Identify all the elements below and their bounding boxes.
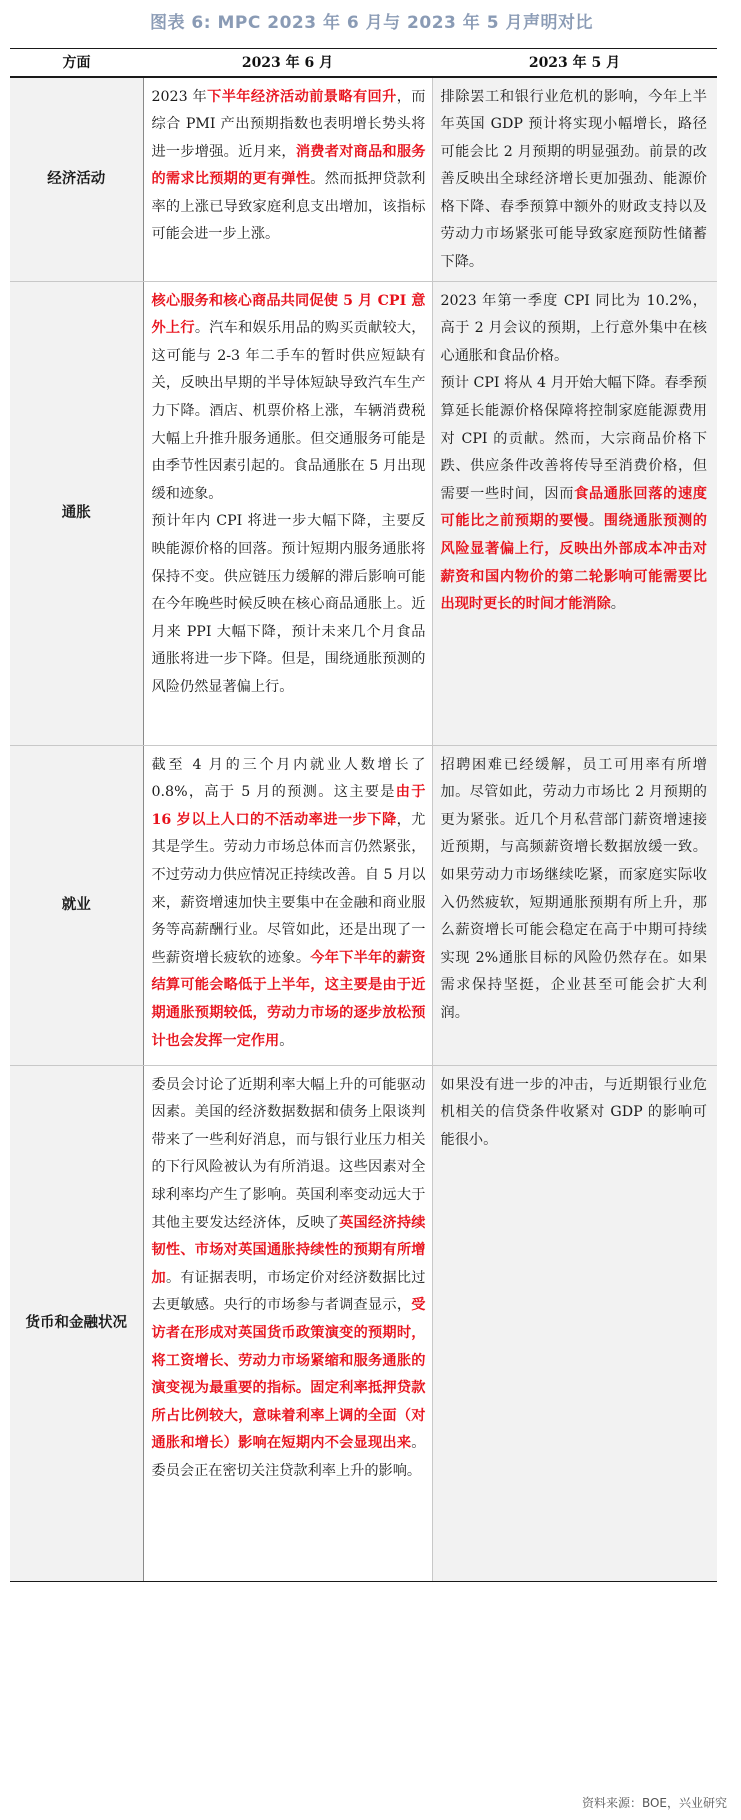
text-segment: 。有证据表明，市场定价对经济数据比过去更敏感。央行的市场参与者调查显示， xyxy=(151,1269,426,1314)
paragraph xyxy=(152,288,426,509)
paragraph xyxy=(152,1072,426,1486)
header-may: 2023 年 5 月 xyxy=(432,49,717,77)
row-label-inflation: 通胀 xyxy=(10,281,143,745)
highlighted-text: 消费者对商品和服务的需求比预期的更有弹性 xyxy=(151,143,426,188)
highlighted-text: 今年下半年的薪资结算可能会略低于上半年，这主要是由于近期通胀预期较低，劳动力市场的逐步放松预计也会发挥一定作用 xyxy=(151,949,426,1049)
cell-inflation-june xyxy=(143,281,432,745)
text-segment: 。 xyxy=(610,596,625,613)
paragraph xyxy=(441,752,708,1028)
text-segment: 2023 年第一季度 CPI 同比为 10.2%，高于 2 月会议的预期，上行意外集中在核心通胀和食品价格。 xyxy=(440,292,707,364)
row-economy xyxy=(10,77,717,282)
text-segment: 。 xyxy=(588,513,604,530)
figure-title: 图表 6: MPC 2023 年 6 月与 2023 年 5 月声明对比 xyxy=(150,13,593,33)
text-segment: 。委员会正在密切关注贷款利率上升的影响。 xyxy=(151,1435,426,1479)
highlighted-text: 食品通胀回落的速度可能比之前预期的要慢 xyxy=(440,485,707,530)
row-inflation xyxy=(10,281,717,745)
cell-employment-may xyxy=(432,745,717,1065)
text-segment: 如果没有进一步的冲击，与近期银行业危机相关的信贷条件收紧对 GDP 的影响可能很小。 xyxy=(440,1076,707,1148)
paragraph xyxy=(152,752,426,1056)
text-segment: 截至 4 月的三个月内就业人数增长了 0.8%，高于 5 月的预测。这主要是 xyxy=(151,756,426,801)
highlighted-text: 受访者在形成对英国货币政策演变的预期时，将工资增长、劳动力市场紧缩和服务通胀的演变视为最重要的指标。固定利率抵押贷款所占比例较大，意味着利率上调的全面（对通胀和增长）影响在短期内不会显现出来 xyxy=(151,1297,426,1452)
paragraph xyxy=(441,84,708,277)
text-segment: 。汽车和娱乐用品的购买贡献较大，这可能与 2-3 年二手车的暂时供应短缺有关，反映出早期的半导体短缺导致汽车生产力下降。酒店、机票价格上涨，车辆消费税大幅上升推升服务通胀。但交通服务可能是由季节性因素引起的。食品通胀在 5 月出现缓和迹象。 xyxy=(151,320,426,502)
paragraph xyxy=(441,370,708,618)
source-note: 资料来源：BOE，兴业研究 xyxy=(581,1796,727,1810)
table-header-row xyxy=(10,49,717,77)
text-segment: 。然而抵押贷款利率的上涨已导致家庭利息支出增加，该指标可能会进一步上涨。 xyxy=(151,171,426,243)
text-segment: 招聘困难已经缓解，员工可用率有所增加。尽管如此，劳动力市场比 2 月预期的更为紧张。近几个月私营部门薪资增速接近预期，与高频薪资增长数据放缓一致。如果劳动力市场继续吃紧，而家庭实际收入仍然疲软，短期通胀预期有所上升，那么薪资增长可能会稳定在高于中期可持续实现 2%通胀目标的风险仍然存在。如果需求保持坚挺，企业甚至可能会扩大利润。 xyxy=(440,756,707,1021)
text-segment: 预计年内 CPI 将进一步大幅下降，主要反映能源价格的回落。预计短期内服务通胀将保持不变。供应链压力缓解的滞后影响可能在今年晚些时候反映在核心商品通胀上。近月来 PPI 大幅下降，预计未来几个月食品通胀将进一步下降。但是，围绕通胀预测的风险仍然显著偏上行。 xyxy=(151,513,426,695)
row-label-employment: 就业 xyxy=(10,745,143,1065)
cell-monetary-june xyxy=(143,1065,432,1581)
text-segment: 排除罢工和银行业危机的影响，今年上半年英国 GDP 预计将实现小幅增长，路径可能会比 2 月预期的明显强劲。前景的改善反映出全球经济增长更加强劲、能源价格下降、春季预算中额外的财政支持以及劳动力市场紧张可能导致家庭预防性储蓄下降。 xyxy=(440,88,707,271)
text-segment: 委员会讨论了近期利率大幅上升的可能驱动因素。美国的经济数据数据和债务上限谈判带来了一些利好消息，而与银行业压力相关的下行风险被认为有所消退。这些因素对全球利率均产生了影响。英国利率变动远大于其他主要发达经济体，反映了 xyxy=(151,1076,426,1231)
paragraph xyxy=(441,1072,708,1155)
text-segment: 预计 CPI 将从 4 月开始大幅下降。春季预算延长能源价格保障将控制家庭能源费用对 CPI 的贡献。然而，大宗商品价格下跌、供应条件改善将传导至消费价格，但需要一些时间，因而 xyxy=(440,375,707,502)
highlighted-text: 围绕通胀预测的风险显著偏上行，反映出外部成本冲击对薪资和国内物价的第二轮影响可能需要比出现时更长的时间才能消除 xyxy=(440,513,707,613)
highlighted-text: 下半年经济活动前景略有回升 xyxy=(207,88,397,105)
cell-economy-june xyxy=(143,77,432,282)
text-segment: 。 xyxy=(279,1032,294,1049)
header-aspect: 方面 xyxy=(10,49,143,77)
paragraph xyxy=(152,84,426,250)
text-segment: 2023 年 xyxy=(151,88,208,105)
comparison-table xyxy=(10,48,717,1582)
header-june: 2023 年 6 月 xyxy=(143,49,432,77)
row-employment xyxy=(10,745,717,1065)
paragraph xyxy=(152,508,426,701)
paragraph xyxy=(441,288,708,371)
highlighted-text: 核心服务和核心商品共同促使 5 月 CPI 意外上行 xyxy=(151,292,426,337)
highlighted-text: 由于 16 岁以上人口的不活动率进一步下降 xyxy=(151,784,426,828)
cell-inflation-may xyxy=(432,281,717,745)
highlighted-text: 英国经济持续韧性、市场对英国通胀持续性的预期有所增加 xyxy=(151,1214,426,1286)
text-segment: ，尤其是学生。劳动力市场总体而言仍然紧张，不过劳动力供应情况正持续改善。自 5 月以来，薪资增速加快主要集中在金融和商业服务等高薪酬行业。尽管如此，还是出现了一些薪资增长疲软的迹象。 xyxy=(151,811,426,966)
cell-monetary-may xyxy=(432,1065,717,1581)
row-label-economy: 经济活动 xyxy=(10,77,143,282)
row-monetary xyxy=(10,1065,717,1581)
cell-employment-june xyxy=(143,745,432,1065)
row-label-monetary: 货币和金融状况 xyxy=(10,1065,143,1581)
text-segment: ，而综合 PMI 产出预期指数也表明增长势头将进一步增强。近月来， xyxy=(151,88,426,160)
cell-economy-may xyxy=(432,77,717,282)
